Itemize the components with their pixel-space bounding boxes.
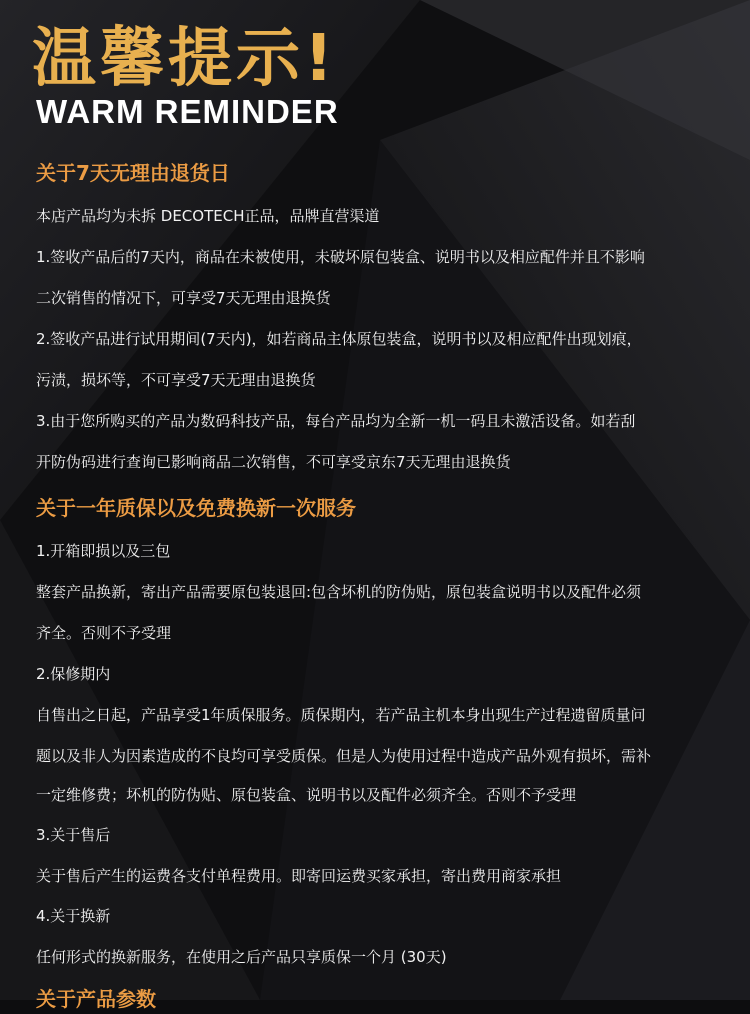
section2-line-4: 2.保修期内 [36,665,111,683]
section2-line-5: 自售出之日起，产品享受1年质保服务。质保期内，若产品主机本身出现生产过程遗留质量问 [36,706,646,724]
section2-line-8: 3.关于售后 [36,826,111,844]
section-heading-product-params: 关于产品参数 [36,987,156,1011]
section2-line-3: 齐全。否则不予受理 [36,624,172,642]
section2-line-10: 4.关于换新 [36,907,111,925]
section-heading-warranty: 关于一年质保以及免费换新一次服务 [36,496,356,520]
section1-line-4: 2.签收产品进行试用期间(7天内)，如若商品主体原包装盒，说明书以及相应配件出现划痕， [36,330,642,348]
section1-line-7: 开防伪码进行查询已影响商品二次销售，不可享受京东7天无理由退换货 [36,453,511,471]
section1-line-3: 二次销售的情况下，可享受7天无理由退换货 [36,289,331,307]
section1-line-2: 1.签收产品后的7天内，商品在未被使用，未破坏原包装盒、说明书以及相应配件并且不影响 [36,248,645,266]
section2-line-6: 题以及非人为因素造成的不良均可享受质保。但是人为使用过程中造成产品外观有损坏，需补 [36,747,652,765]
section2-line-11: 任何形式的换新服务，在使用之后产品只享质保一个月 (30天) [36,948,447,966]
section2-line-7: 一定维修费；坏机的防伪贴、原包装盒、说明书以及配件必须齐全。否则不予受理 [36,786,577,804]
section2-line-1: 1.开箱即损以及三包 [36,542,171,560]
title-english: WARM REMINDER [36,93,339,130]
section2-line-2: 整套产品换新，寄出产品需要原包装退回:包含坏机的防伪贴，原包装盒说明书以及配件必须 [36,583,642,601]
section2-line-9: 关于售后产生的运费各支付单程费用。即寄回运费买家承担，寄出费用商家承担 [36,867,562,885]
section1-line-1: 本店产品均为未拆 DECOTECH正品，品牌直营渠道 [36,207,380,225]
section1-line-5: 污渍，损坏等，不可享受7天无理由退换货 [36,371,316,389]
section1-line-6: 3.由于您所购买的产品为数码科技产品，每台产品均为全新一机一码且未激活设备。如若刮 [36,412,636,430]
title-chinese: 温馨提示! [32,22,338,96]
section-heading-7day-return: 关于7天无理由退货日 [36,161,230,185]
